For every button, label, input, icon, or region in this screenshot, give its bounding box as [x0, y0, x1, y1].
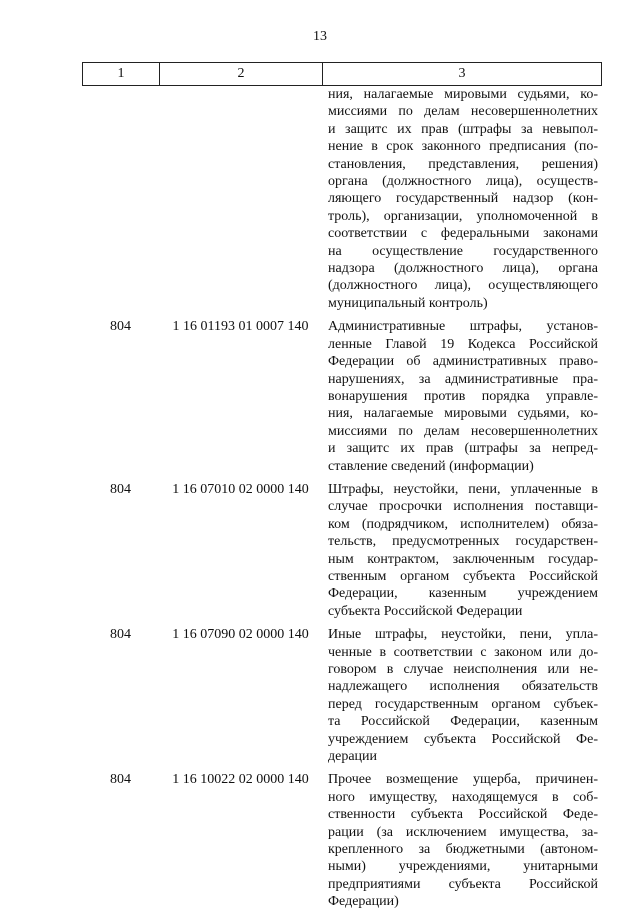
table-row [82, 626, 602, 765]
description-cell [328, 481, 598, 620]
description-line: органа (должностного лица), осуществ- [328, 174, 598, 190]
description-line: (должностного лица), осуществляющего [328, 278, 598, 294]
table-header-row [82, 62, 602, 86]
description-cell [328, 771, 598, 910]
description-line: и защитс их прав (штрафы за непред- [328, 441, 598, 457]
description-cell [328, 626, 598, 765]
description-line: та Российской Федерации, казенным [328, 714, 598, 730]
description-cell [328, 86, 598, 312]
table-row [82, 86, 602, 312]
header-col-2: 2 [160, 63, 323, 85]
admin-code-cell: 804 [110, 627, 131, 643]
description-line: Федерации) [328, 894, 399, 910]
description-line: соответствии с федеральными законами [328, 226, 598, 242]
description-line: дерации [328, 749, 378, 765]
description-line: ственности субъекта Российской Феде- [328, 807, 598, 823]
description-line: случае просрочки исполнения поставщи- [328, 499, 598, 515]
description-line: рации (за исключением имущества, за- [328, 824, 598, 840]
description-line: ком (подрядчиком, исполнителем) обяза- [328, 516, 598, 532]
kbk-code-cell: 1 16 07090 02 0000 140 [172, 627, 309, 643]
description-cell [328, 318, 598, 475]
description-line: субъекта Российской Федерации [328, 603, 523, 619]
kbk-code-cell [159, 86, 322, 312]
description-line: ставление сведений (информации) [328, 458, 534, 474]
description-line: Прочее возмещение ущерба, причинен- [328, 772, 598, 788]
description-line: тельств, предусмотренных государствен- [328, 534, 598, 550]
table-row [82, 771, 602, 910]
description-line: троль), организации, уполномоченной в [328, 208, 598, 224]
header-col-3: 3 [458, 66, 466, 81]
description-line: учреждением субъекта Российской Фе- [328, 731, 598, 747]
admin-code-cell: 804 [110, 319, 131, 335]
kbk-code-cell: 1 16 07010 02 0000 140 [172, 481, 309, 497]
description-line: предприятиями субъекта Российской [328, 876, 598, 892]
kbk-code-cell: 1 16 10022 02 0000 140 [172, 772, 309, 788]
description-line: ными) учреждениями, унитарными [328, 859, 598, 875]
description-line: миссиями по делам несовершеннолетних [328, 104, 598, 120]
header-col-1: 1 [83, 63, 160, 85]
description-line: нение в срок законного предписания (по- [328, 139, 598, 155]
description-line: ния, налагаемые мировыми судьями, ко- [328, 406, 598, 422]
description-line: на осуществление государственного [328, 243, 598, 259]
admin-code-cell: 804 [110, 481, 131, 497]
description-line: миссиями по делам несовершеннолетних [328, 423, 598, 439]
description-line: Федерации об административных право- [328, 354, 598, 370]
table-row [82, 318, 602, 475]
description-line: ченные в соответствии с законом или до- [328, 644, 598, 660]
description-line: нарушениях, за административные пра- [328, 371, 598, 387]
table-body [82, 86, 602, 917]
admin-code-cell: 804 [110, 772, 131, 788]
description-line: говором в случае неисполнения или не- [328, 662, 598, 677]
description-line: муниципальный контроль) [328, 295, 488, 311]
description-line: крепленного за бюджетными (автоном- [328, 842, 598, 858]
description-line: и защитс их прав (штрафы за невыпол- [328, 121, 598, 137]
page-number: 13 [313, 29, 327, 44]
table-row [82, 481, 602, 620]
description-line: перед государственным органом субъек- [328, 696, 598, 712]
admin-code-cell [82, 86, 159, 312]
description-line: ственным органом субъекта Российской [328, 568, 598, 584]
description-line: вонарушения против порядка управле- [328, 388, 598, 404]
description-line: ного имуществу, находящемуся в соб- [328, 789, 598, 805]
description-line: надлежащего исполнения обязательств [328, 679, 598, 695]
description-line: становления, представления, решения) [328, 156, 598, 172]
description-line: ляющего государственный надзор (кон- [328, 191, 598, 207]
kbk-code-cell: 1 16 01193 01 0007 140 [172, 319, 309, 335]
description-line: ленные Главой 19 Кодекса Российской [328, 336, 598, 352]
description-line: ния, налагаемые мировыми судьями, ко- [328, 87, 598, 102]
description-line: ным контрактом, заключенным государ- [328, 551, 598, 567]
description-line: Иные штрафы, неустойки, пени, упла- [328, 627, 598, 643]
description-line: надзора (должностного лица), органа [328, 261, 598, 277]
description-line: Штрафы, неустойки, пени, уплаченные в [328, 481, 598, 497]
description-line: Федерации, казенным учреждением [328, 586, 598, 602]
description-line: Административные штрафы, установ- [328, 319, 598, 335]
